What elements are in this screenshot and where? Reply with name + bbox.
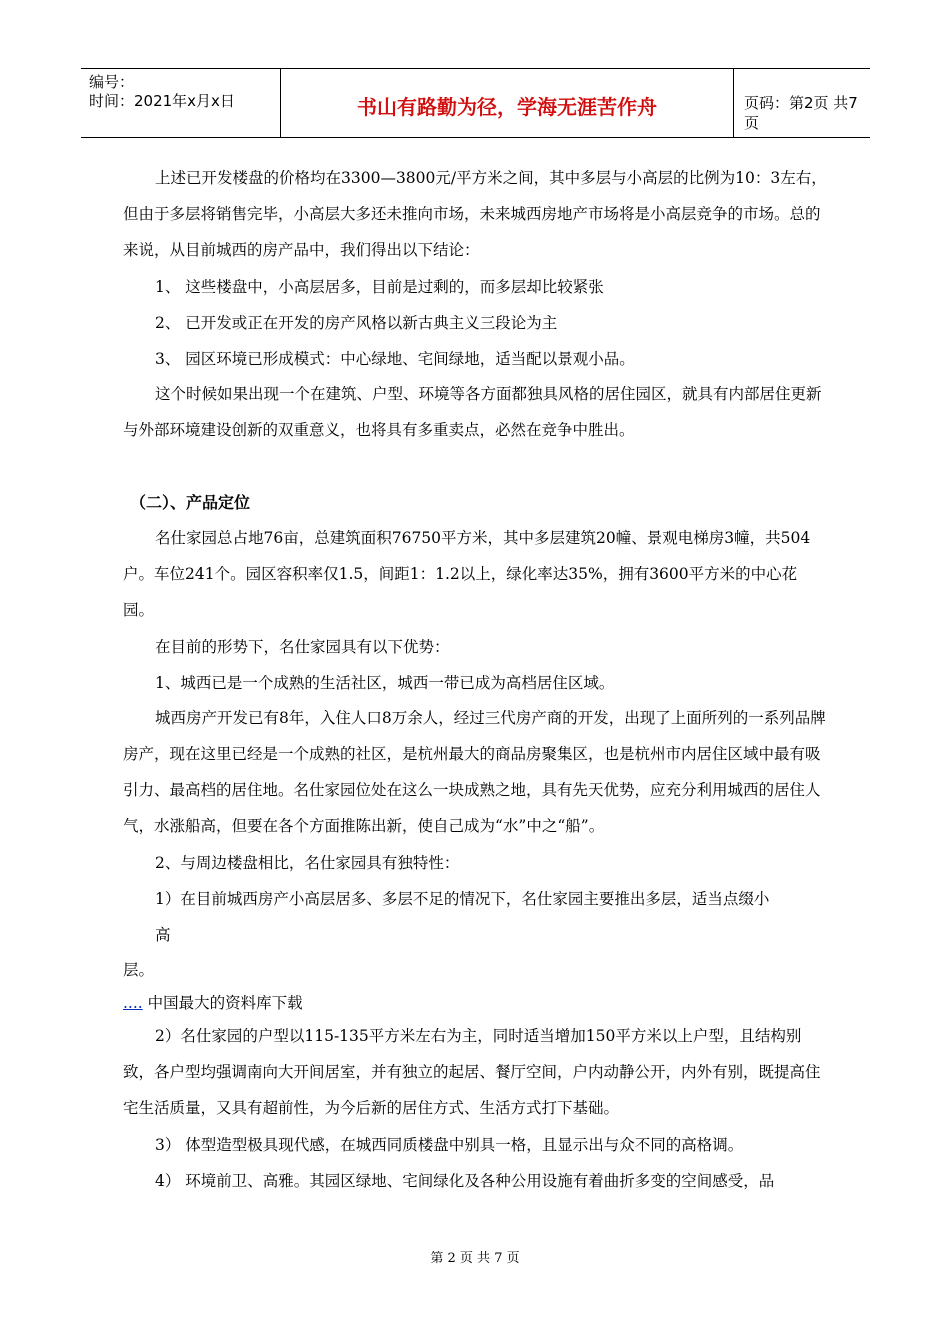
advantage-item-2: 2、与周边楼盘相比，名仕家园具有独特性： <box>155 854 460 872</box>
uniqueness-item-4: 4） 环境前卫、高雅。其园区绿地、宅间绿化及各种公用设施有着曲折多变的空间感受，品 <box>155 1172 775 1190</box>
document-header <box>81 68 870 138</box>
paragraph-unit-layout: 2）名仕家园的户型以115-135平方米左右为主，同时适当增加150平方米以上户型，且结构别致，各户型均强调南向大开间居室，并有独立的起居、餐厅空间，户内动静公开，内外有别，既提高住宅生活质量，又具有超前性，为今后新的居住方式、生活方式打下基础。 <box>123 1027 821 1117</box>
paragraph-project-overview: 名仕家园总占地76亩，总建筑面积76750平方米，其中多层建筑20幢、景观电梯房3幢，共504户。车位241个。园区容积率仅1.5，间距1：1.2以上，绿化率达35%，拥有3600平方米的中心花园。 <box>123 529 811 619</box>
header-motto-cell <box>281 69 734 137</box>
download-link[interactable]: .... <box>123 994 143 1012</box>
conclusion-item-3: 3、 园区环境已形成模式：中心绿地、宅间绿地，适当配以景观小品。 <box>155 350 635 368</box>
conclusion-item-1: 1、 这些楼盘中，小高层居多，目前是过剩的，而多层却比较紧张 <box>155 278 604 296</box>
uniqueness-item-1-continued: 高 <box>155 926 171 944</box>
uniqueness-item-3: 3） 体型造型极具现代感，在城西同质楼盘中别具一格，且显示出与众不同的高格调。 <box>155 1136 744 1154</box>
section-heading-product-positioning: （二）、产品定位 <box>130 493 251 512</box>
number-label: 编号： <box>89 73 135 91</box>
uniqueness-item-1: 1）在目前城西房产小高层居多、多层不足的情况下，名仕家园主要推出多层，适当点缀小 <box>155 890 770 908</box>
paragraph-opportunity: 这个时候如果出现一个在建筑、户型、环境等各方面都独具风格的居住园区，就具有内部居住更新与外部环境建设创新的双重意义，也将具有多重卖点，必然在竞争中胜出。 <box>123 385 822 439</box>
paragraph-price-summary: 上述已开发楼盘的价格均在3300—3800元/平方米之间，其中多层与小高层的比例为10：3左右，但由于多层将销售完毕，小高层大多还未推向市场，未来城西房地产市场将是小高层竞争的市场。总的来说，从目前城西的房产品中，我们得出以下结论： <box>123 169 827 259</box>
download-caption: 中国最大的资料库下载 <box>142 994 303 1012</box>
uniqueness-item-1-end: 层。 <box>123 961 155 979</box>
header-info-cell <box>81 69 281 137</box>
header-motto: 书山有路勤为径，学海无涯苦作舟 <box>357 95 657 119</box>
header-page-code: 页码：第2页 共7页 <box>744 94 858 132</box>
advantages-intro: 在目前的形势下，名仕家园具有以下优势： <box>155 638 450 656</box>
conclusion-item-2: 2、 已开发或正在开发的房产风格以新古典主义三段论为主 <box>155 314 558 332</box>
date-label: 时间：2021年x月x日 <box>89 92 235 110</box>
page-footer: 第 2 页 共 7 页 <box>430 1251 520 1266</box>
paragraph-chengxi-development: 城西房产开发已有8年，入住人口8万余人，经过三代房产商的开发，出现了上面所列的一系列品牌房产，现在这里已经是一个成熟的社区，是杭州最大的商品房聚集区，也是杭州市内居住区域中最有吸引力、最高档的居住地。名仕家园位处在这么一块成熟之地，具有先天优势，应充分利用城西的居住人气，水涨船高，但要在各个方面推陈出新，使自己成为“水”中之“船”。 <box>123 709 826 835</box>
advantage-item-1: 1、城西已是一个成熟的生活社区，城西一带已成为高档居住区域。 <box>155 674 615 692</box>
download-link-line <box>123 993 303 1013</box>
header-page-cell <box>734 69 870 137</box>
